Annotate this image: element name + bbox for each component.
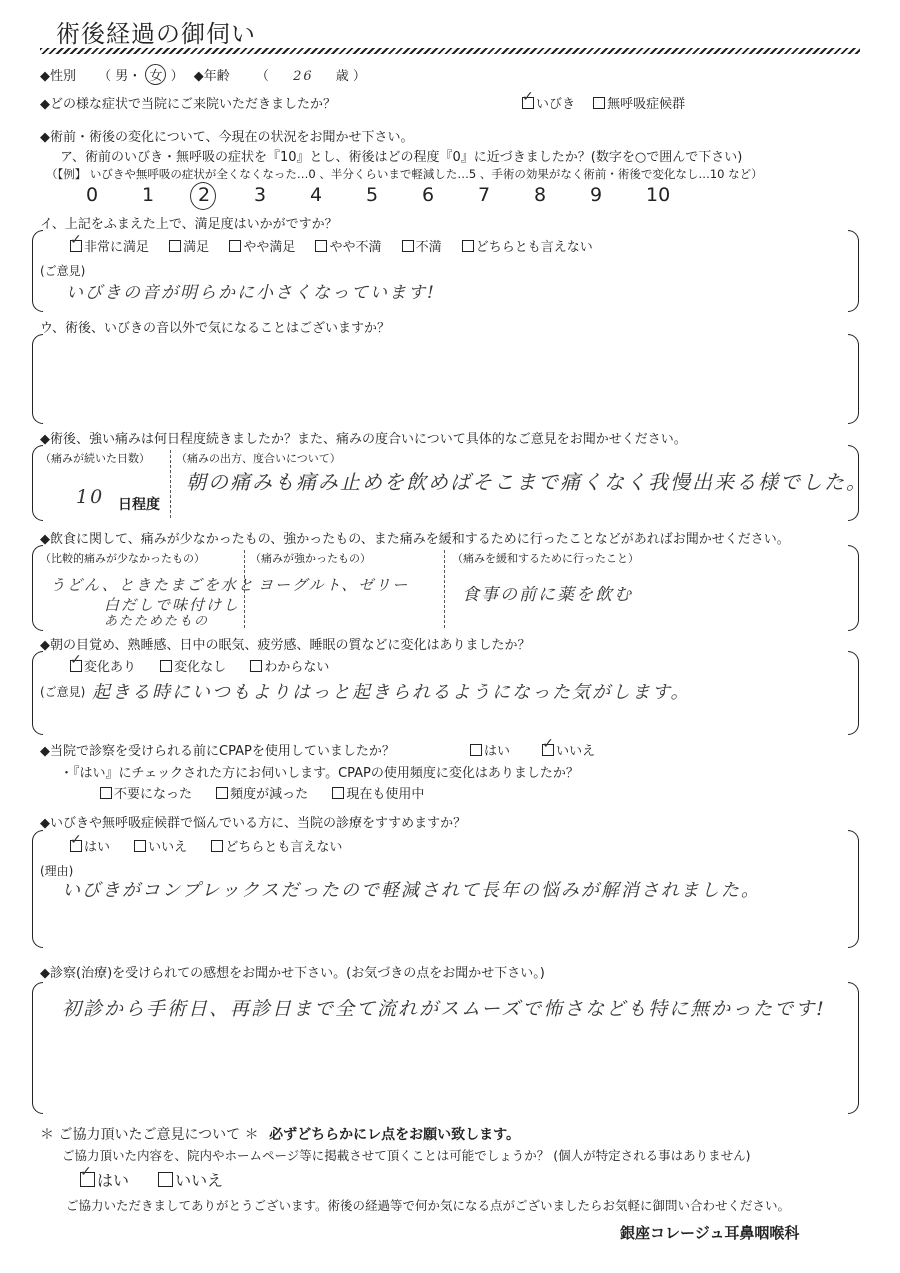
scale-4[interactable]: 4 [310,184,323,206]
pain-question: ◆術後、強い痛みは何日程度続きましたか？また、痛みの度合いについて具体的なご意見をお聞かせください。 [40,432,687,447]
degree-text: 朝の痛みも痛み止めを飲めばそこまで痛くなく我慢出来る様でした。 [186,470,868,494]
scale-3[interactable]: 3 [254,184,267,206]
sleep-options [70,656,329,675]
cpap-options [470,740,595,759]
checkbox-unknown[interactable] [250,660,262,672]
gender-label: ◆性別 [40,69,76,84]
checkbox-recommend-yes[interactable] [70,840,82,852]
scale-2[interactable]: 2 [198,184,211,206]
scale-row [86,184,702,206]
example-text: （【例】 いびきや無呼吸の症状が全くなくなった…0 、半分くらいまで軽減した…5 、手術の効果がなく術前・術後で変化なし…10 など） [46,167,763,181]
bracket-right [848,982,859,1114]
option-dissatisfied: 不満 [415,240,442,255]
option-recommend-no: いいえ [148,840,188,855]
days-unit: 日程度 [118,497,160,513]
option-recommend-yes: はい [84,840,111,855]
col1-label: （比較的痛みが少なかったもの） [40,552,205,565]
option-changed: 変化あり [84,660,137,675]
symptom-options [522,93,685,112]
checkbox-satisfied[interactable] [169,240,181,252]
consent-question: ご協力頂いた内容を、院内やホームページ等に掲載させて頂くことは可能でしょうか？ (個人が特定される事はありません) [62,1148,751,1163]
scale-10[interactable]: 10 [646,184,671,206]
scale-1[interactable]: 1 [142,184,155,206]
col3-label: （痛みを緩和するために行ったこと） [452,552,639,565]
checkbox-consent-no[interactable] [158,1172,173,1187]
bracket-right [848,545,859,631]
age-value: 26 [293,69,314,84]
thanks-text: ご協力いただきましてありがとうございます。術後の経過等で何か気になる点がございましたらお気軽に御問い合わせください。 [66,1198,791,1213]
option-neutral: どちらとも言えない [475,240,593,255]
gender-row [40,64,366,85]
checkbox-neutral[interactable] [462,240,474,252]
col2-label: （痛みが強かったもの） [250,552,371,565]
cpap-question: ◆当院で診察を受けられる前にCPAPを使用していましたか？ [40,744,395,759]
checkbox-apnea[interactable] [593,97,605,109]
option-cpap-no: いいえ [556,744,596,759]
days-divider [170,450,171,518]
age-open: （ [255,69,269,84]
age-unit: 歳 [335,69,349,84]
age-close: ） [352,69,366,84]
page-title: 術後経過の御伺い [56,20,256,48]
consent-note-label: ＊ ご協力頂いたご意見について ＊ [40,1127,259,1143]
scale-6[interactable]: 6 [422,184,435,206]
clinic-name: 銀座コレージュ耳鼻咽喉科 [620,1224,800,1242]
gender-close: ） [170,69,184,84]
col2-text: ヨーグルト、ゼリー [258,576,410,594]
option-snoring: いびき [536,97,576,112]
checkbox-not-needed[interactable] [100,787,112,799]
checkbox-still-using[interactable] [332,787,344,799]
option-still-using: 現在も使用中 [346,787,425,802]
checkbox-less-frequent[interactable] [216,787,228,799]
gender-female-circled: 女 [145,64,166,85]
checkbox-very-satisfied[interactable] [70,240,82,252]
option-no-change: 変化なし [174,660,227,675]
col1-text-3: あたためたもの [104,614,210,629]
impression-question: ◆診察(治療)を受けられての感想をお聞かせ下さい。(お気づきの点をお聞かせ下さい。) [40,966,545,981]
checkbox-dissatisfied[interactable] [402,240,414,252]
checkbox-recommend-no[interactable] [134,840,146,852]
checkbox-somewhat-dissatisfied[interactable] [315,240,327,252]
i-question: イ、上記をふまえた上で、満足度はいかがですか？ [40,217,338,232]
consent-note [40,1124,520,1144]
scale-5[interactable]: 5 [366,184,379,206]
impression-text: 初診から手術日、再診日まで全て流れがスムーズで怖さなども特に無かったです! [62,998,826,1020]
age-label: ◆年齢 [193,69,230,84]
option-less-frequent: 頻度が減った [230,787,309,802]
checkbox-consent-yes[interactable] [80,1172,95,1187]
sleep-opinion-text: 起きる時にいつもよりはっと起きられるようになった気がします。 [92,682,691,703]
col3-text: 食事の前に薬を飲む [462,585,633,605]
recommend-options [70,836,342,855]
option-consent-no: いいえ [175,1171,224,1190]
option-satisfied: 満足 [183,240,210,255]
opinion-label: (ご意見) [40,264,86,278]
gender-dot: ・ [128,69,142,84]
col1-text-2: 白だしで味付けし [104,596,241,614]
gender-open: （ [98,69,112,84]
bracket-right [848,651,859,735]
checkbox-changed[interactable] [70,660,82,672]
reason-label: (理由) [40,864,74,878]
option-consent-yes: はい [97,1171,130,1190]
days-label: （痛みが続いた日数） [40,452,150,465]
bracket-right [848,230,859,312]
symptom-question: ◆どの様な症状で当院にご来院いただきましたか？ [40,97,336,112]
col1-text-1: うどん、ときたまごを水と [50,576,255,594]
satisfaction-options [70,236,593,255]
bracket-left [32,830,43,948]
cpap-sub-options [100,783,424,802]
scale-7[interactable]: 7 [478,184,491,206]
option-not-needed: 不要になった [114,787,193,802]
option-recommend-neutral: どちらとも言えない [225,840,343,855]
checkbox-no-change[interactable] [160,660,172,672]
checkbox-recommend-neutral[interactable] [211,840,223,852]
checkbox-cpap-no[interactable] [542,744,554,756]
degree-label: （痛みの出方、度合いについて） [176,452,341,465]
reason-text: いびきがコンプレックスだったので軽減されて長年の悩みが解消されました。 [62,880,761,901]
bracket-left [32,334,43,424]
scale-9[interactable]: 9 [590,184,603,206]
sleep-opinion-label: (ご意見) [40,685,86,699]
title-underline [40,48,860,54]
a-question: ア、術前のいびき・無呼吸の症状を『10』とし、術後はどの程度『0』に近づきましたか？(数字を○で囲んで下さい) [60,150,743,165]
gender-male: 男 [115,69,129,84]
checkbox-snoring[interactable] [522,97,534,109]
opinion-text: いびきの音が明らかに小さくなっています! [66,283,436,303]
option-very-satisfied: 非常に満足 [84,240,150,255]
col-divider-2 [444,550,445,628]
checkbox-cpap-yes[interactable] [470,744,482,756]
cpap-sub-question: ・『はい』にチェックされた方にお伺いします。CPAPの使用頻度に変化はありましたか？ [60,766,579,781]
u-question: ウ、術後、いびきの音以外で気になることはございますか？ [40,321,390,336]
option-somewhat-satisfied: やや満足 [243,240,296,255]
days-value: 10 [76,486,105,508]
checkbox-somewhat-satisfied[interactable] [229,240,241,252]
scale-selection-circle [190,182,216,210]
sleep-question: ◆朝の目覚め、熟睡感、日中の眠気、疲労感、睡眠の質などに変化はありましたか？ [40,638,531,653]
option-somewhat-dissatisfied: やや不満 [329,240,382,255]
bracket-right [848,830,859,948]
recommend-question: ◆いびきや無呼吸症候群で悩んでいる方に、当院の診療をすすめますか？ [40,816,467,831]
option-cpap-yes: はい [484,744,511,759]
scale-8[interactable]: 8 [534,184,547,206]
bracket-left [32,982,43,1114]
option-unknown: わからない [264,660,330,675]
option-apnea: 無呼吸症候群 [607,97,686,112]
scale-0[interactable]: 0 [86,184,99,206]
bracket-right [848,334,859,424]
food-question: ◆飲食に関して、痛みが少なかったもの、強かったもの、また痛みを緩和するために行ったことなどがあればお聞かせください。 [40,532,790,547]
consent-options [80,1168,223,1191]
consent-note-bold: 必ずどちらかにレ点をお願い致します。 [269,1127,520,1143]
change-question: ◆術前・術後の変化について、今現在の状況をお聞かせ下さい。 [40,130,414,145]
